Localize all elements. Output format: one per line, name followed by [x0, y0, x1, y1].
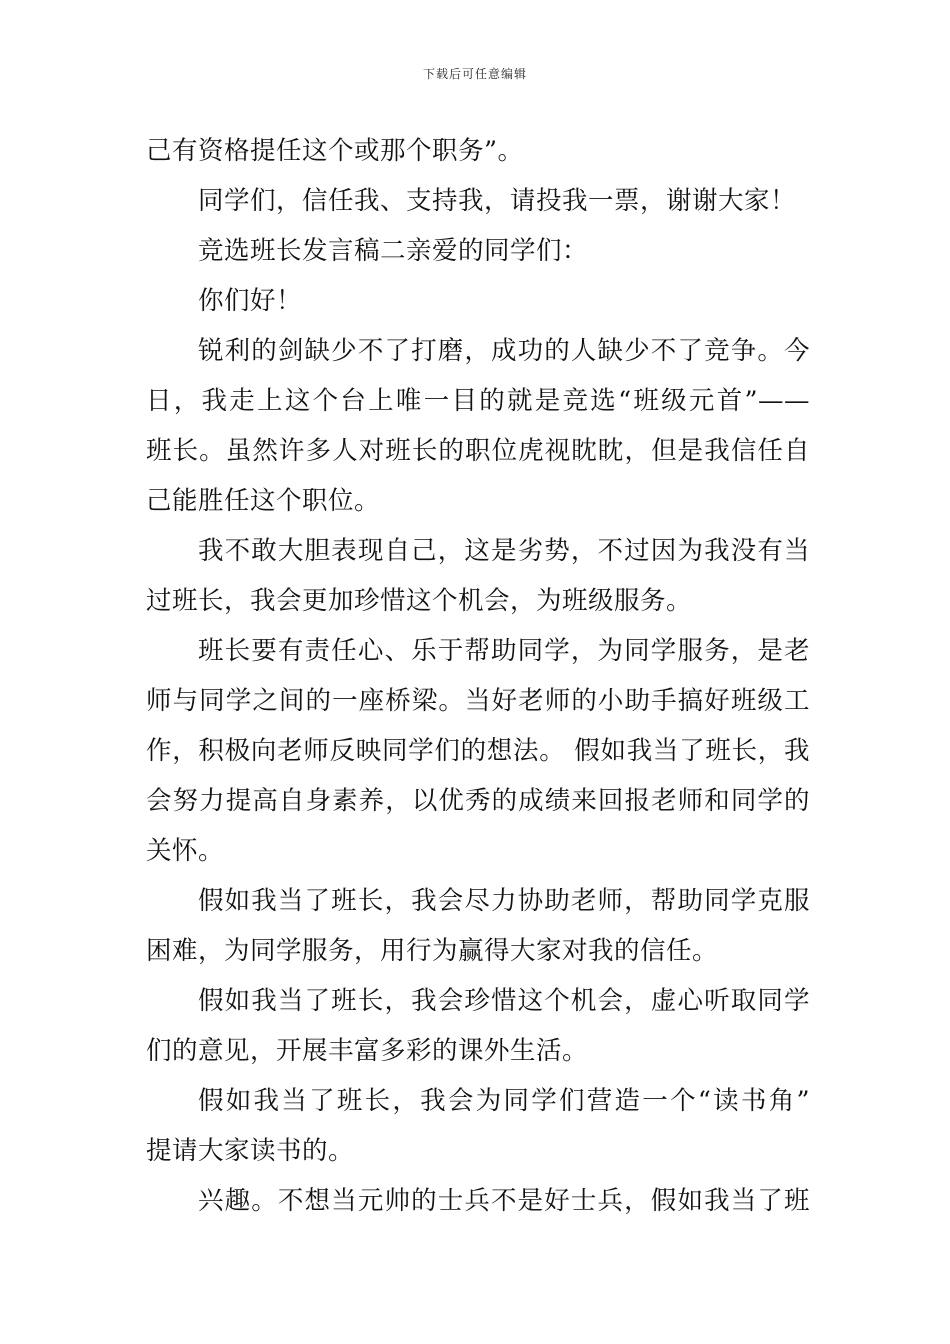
page-header-note: 下载后可任意编辑 — [422, 67, 527, 81]
text-line: 作，积极向老师反映同学们的想法。 假如我当了班长，我 — [146, 736, 810, 766]
text-line: 己能胜任这个职位。 — [146, 486, 381, 516]
text-line: 过班长，我会更加珍惜这个机会，为班级服务。 — [146, 586, 693, 616]
text-line: 竞选班长发言稿二亲爱的同学们： — [198, 236, 589, 266]
text-line: 关怀。 — [146, 836, 225, 866]
text-line: 会努力提高自身素养，以优秀的成绩来回报老师和同学的 — [146, 786, 810, 816]
document-body — [146, 126, 810, 1226]
text-line: 假如我当了班长，我会珍惜这个机会，虚心听取同学 — [198, 986, 810, 1016]
text-line: 班长要有责任心、乐于帮助同学，为同学服务，是老 — [198, 636, 810, 666]
text-line: 兴趣。不想当元帅的士兵不是好士兵，假如我当了班 — [198, 1186, 810, 1216]
text-line: 你们好！ — [198, 286, 303, 316]
text-line: 们的意见，开展丰富多彩的课外生活。 — [146, 1036, 589, 1066]
text-line: 班长。虽然许多人对班长的职位虎视眈眈，但是我信任自 — [146, 436, 810, 466]
text-line: 我不敢大胆表现自己，这是劣势，不过因为我没有当 — [198, 536, 810, 566]
text-line: 困难，为同学服务，用行为赢得大家对我的信任。 — [146, 936, 719, 966]
text-line: 提请大家读书的。 — [146, 1136, 355, 1166]
text-line: 同学们，信任我、支持我，请投我一票，谢谢大家！ — [198, 186, 797, 216]
text-line: 日，我走上这个台上唯一目的就是竞选“班级元首”—— — [146, 386, 810, 416]
text-line: 师与同学之间的一座桥梁。当好老师的小助手搞好班级工 — [146, 686, 810, 716]
text-line: 己有资格提任这个或那个职务”。 — [146, 136, 524, 166]
text-line: 假如我当了班长，我会尽力协助老师，帮助同学克服 — [198, 886, 810, 916]
text-line: 假如我当了班长，我会为同学们营造一个“读书角” — [198, 1086, 810, 1116]
text-line: 锐利的剑缺少不了打磨，成功的人缺少不了竞争。今 — [198, 336, 810, 366]
